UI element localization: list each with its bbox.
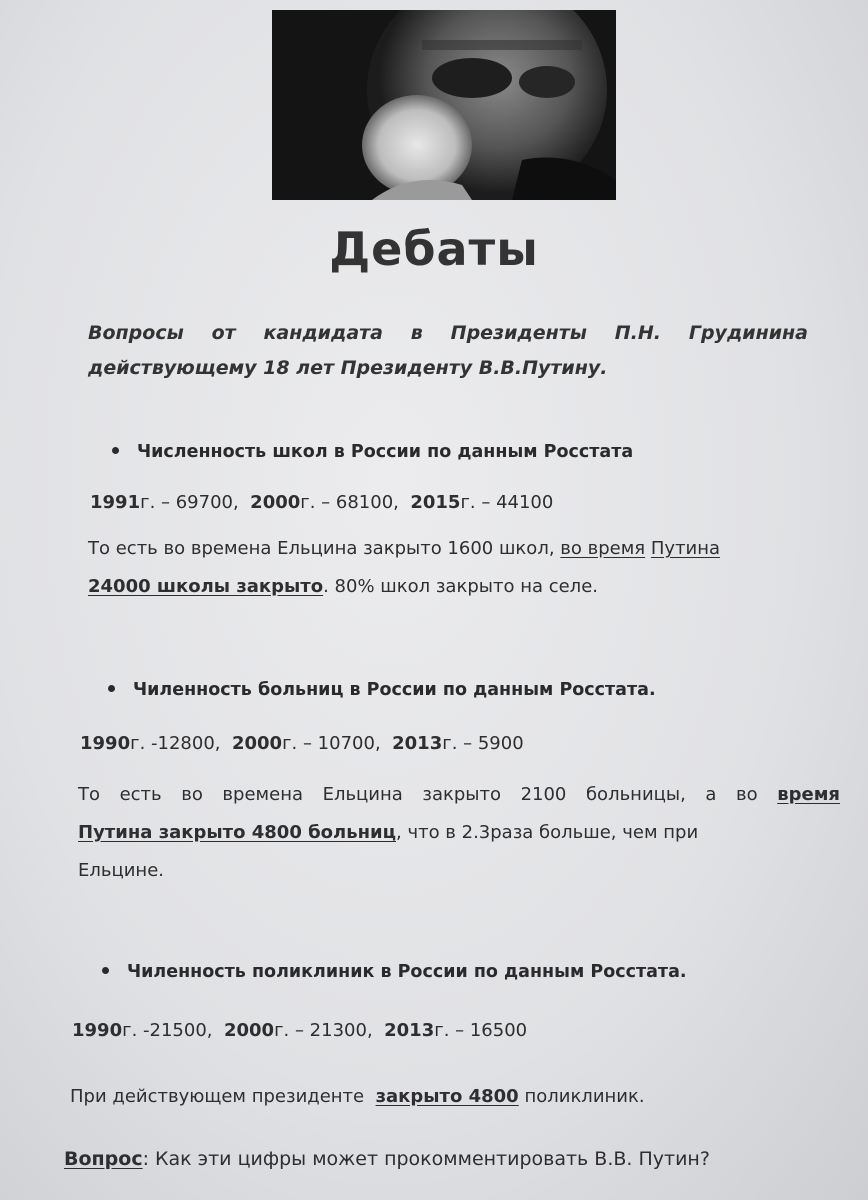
section-heading-hospitals: Чиленность больниц в России по данным Росстата. — [108, 680, 656, 700]
text-hospitals: То есть во времена Ельцина закрыто 2100 больницы, а во время Путина закрыто 4800 больниц, что в 2.3раза больше, чем при Ельцине. — [78, 784, 840, 881]
portrait-image — [272, 10, 616, 200]
section-heading-clinics: Чиленность поликлиник в России по данным Росстата. — [102, 962, 687, 982]
stats-clinics: 1990г. -21500, 2000г. – 21300, 2013г. – 16500 — [72, 1020, 528, 1041]
text-clinics: При действующем президенте закрыто 4800 поликлиник. — [70, 1086, 645, 1107]
bullet-icon — [112, 447, 119, 454]
text-schools: То есть во времена Ельцина закрыто 1600 школ, во время Путина 24000 школы закрыто. 80% школ закрыто на селе. — [88, 538, 721, 597]
header-photo — [272, 10, 616, 200]
bullet-icon — [108, 685, 115, 692]
page-title: Дебаты — [329, 222, 539, 276]
closing-question: Вопрос: Как эти цифры может прокомментировать В.В. Путин? — [64, 1148, 710, 1170]
subtitle: Вопросы от кандидата в Президенты П.Н. Грудинина действующему 18 лет Президенту В.В.Путину. — [88, 322, 808, 379]
stats-schools: 1991г. – 69700, 2000г. – 68100, 2015г. – 44100 — [90, 492, 554, 513]
bullet-icon — [102, 967, 109, 974]
section-heading-schools: Численность школ в России по данным Росстата — [112, 442, 633, 462]
stats-hospitals: 1990г. -12800, 2000г. – 10700, 2013г. – 5900 — [80, 733, 524, 754]
